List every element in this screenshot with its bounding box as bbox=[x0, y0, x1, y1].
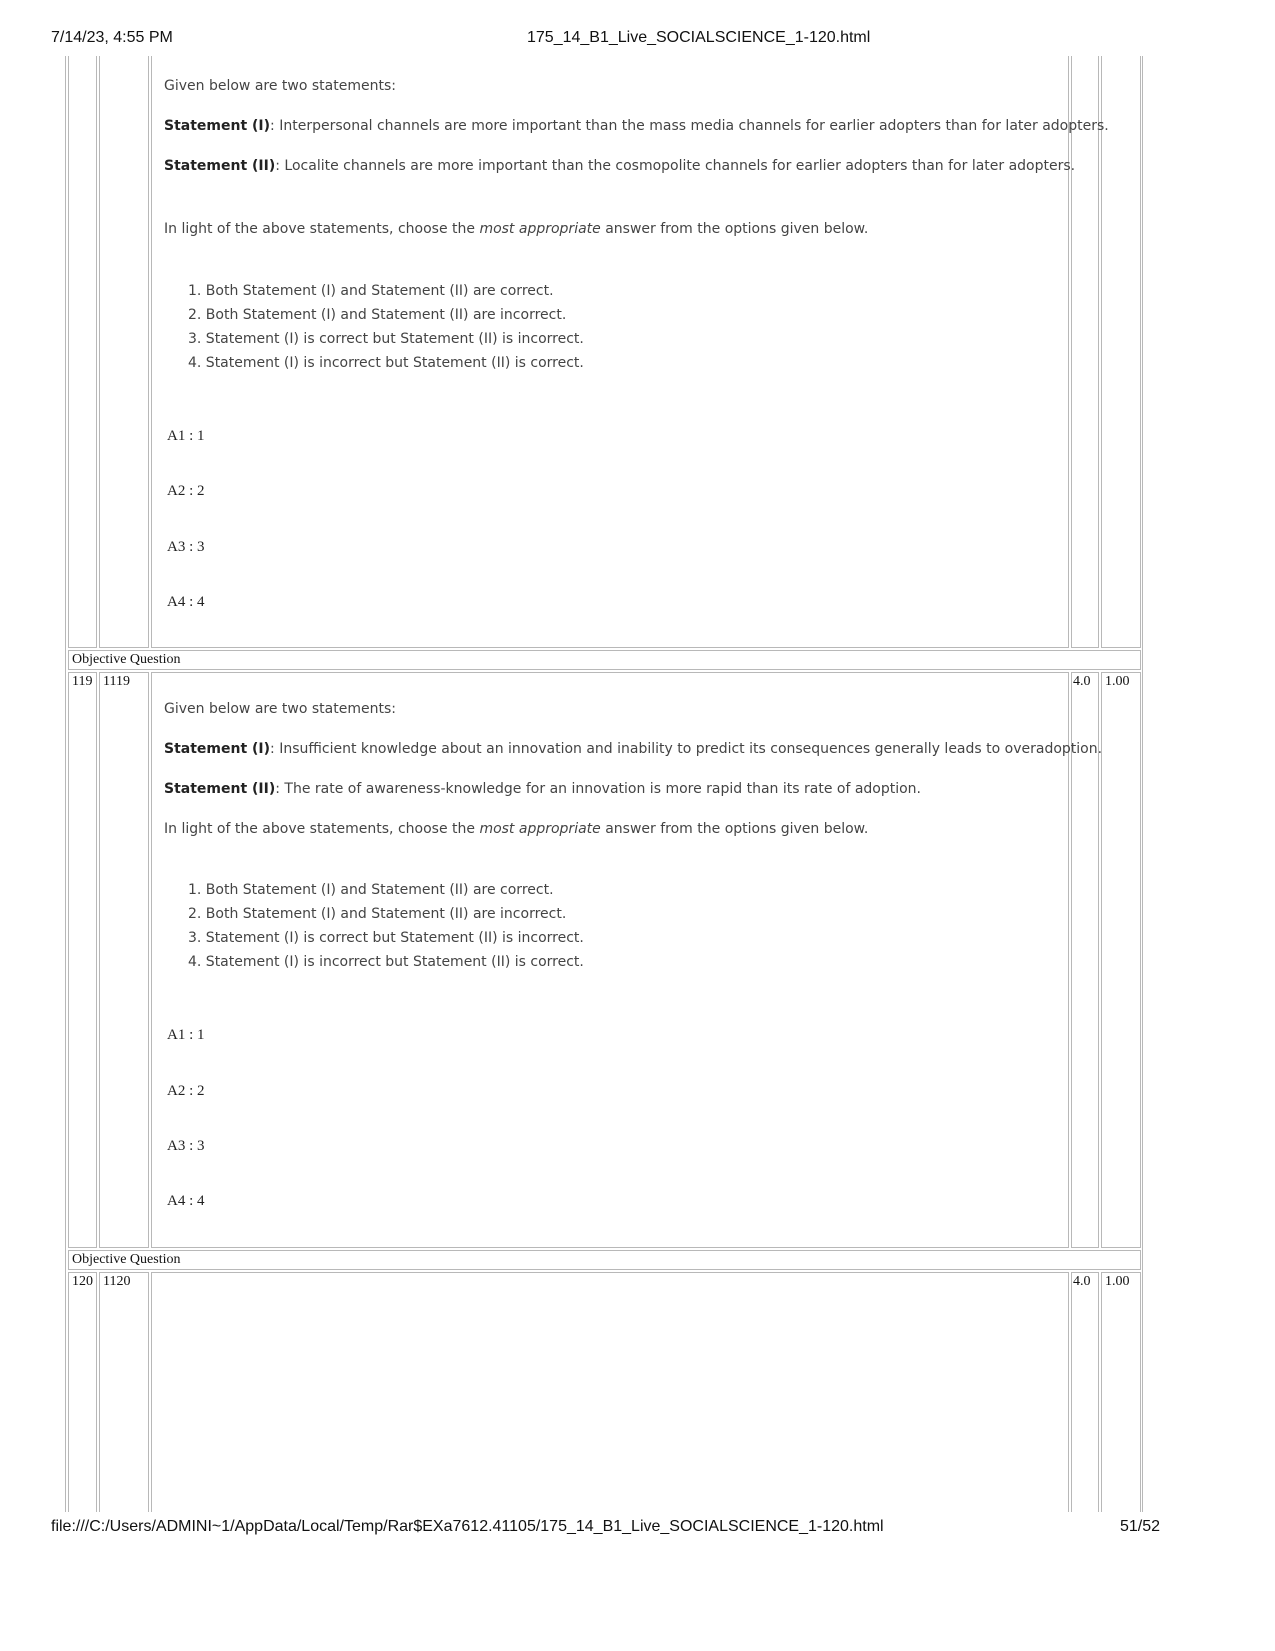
prompt bbox=[164, 217, 1110, 241]
t: most appropriate bbox=[479, 821, 601, 837]
question-118-text bbox=[164, 74, 1110, 241]
answer-1: A1 : 1 bbox=[167, 1027, 205, 1043]
negative-cell: 1.00 bbox=[1101, 1272, 1141, 1522]
option-2: 2. Both Statement (I) and Statement (II) are incorrect. bbox=[188, 307, 567, 323]
statement-1 bbox=[164, 114, 1110, 138]
section-label: Objective Question bbox=[68, 1250, 1141, 1270]
id-cell: 1119 bbox=[99, 672, 149, 1248]
option-3: 3. Statement (I) is correct but Statement (II) is incorrect. bbox=[188, 930, 584, 946]
marks-cell: 4.0 bbox=[1071, 672, 1099, 1248]
intro: Given below are two statements: bbox=[164, 78, 396, 94]
statement-1 bbox=[164, 737, 1110, 761]
sno-cell bbox=[68, 56, 97, 648]
answer-2: A2 : 2 bbox=[167, 483, 205, 499]
sno-cell: 119 bbox=[68, 672, 97, 1248]
text: : Interpersonal channels are more important than the mass media channels for earlier adopters than for later adopters. bbox=[270, 118, 1109, 134]
option-4: 4. Statement (I) is incorrect but Statement (II) is correct. bbox=[188, 954, 584, 970]
section-label: Objective Question bbox=[68, 650, 1141, 670]
print-file-path: file:///C:/Users/ADMINI~1/AppData/Local/Temp/Rar$EXa7612.41105/175_14_B1_Live_SOCIALSCIENCE_1-120.html bbox=[51, 1518, 884, 1535]
t: answer from the options given below. bbox=[600, 821, 869, 837]
t: In light of the above statements, choose the bbox=[164, 221, 480, 237]
option-4: 4. Statement (I) is incorrect but Statement (II) is correct. bbox=[188, 355, 584, 371]
answer-4: A4 : 4 bbox=[167, 594, 205, 610]
label: Statement (I) bbox=[164, 118, 271, 134]
t: In light of the above statements, choose the bbox=[164, 821, 480, 837]
option-2: 2. Both Statement (I) and Statement (II) are incorrect. bbox=[188, 906, 567, 922]
label: Statement (II) bbox=[164, 781, 276, 797]
text: : The rate of awareness-knowledge for an innovation is more rapid than its rate of adoption. bbox=[275, 781, 922, 797]
text: : Localite channels are more important than the cosmopolite channels for earlier adopters than for later adopters. bbox=[275, 158, 1076, 174]
option-1: 1. Both Statement (I) and Statement (II) are correct. bbox=[188, 882, 554, 898]
text: : Insufficient knowledge about an innovation and inability to predict its consequences generally leads to overadoption. bbox=[270, 741, 1103, 757]
id-cell bbox=[99, 56, 149, 648]
option-3: 3. Statement (I) is correct but Statement (II) is incorrect. bbox=[188, 331, 584, 347]
answer-1: A1 : 1 bbox=[167, 428, 205, 444]
answer-3: A3 : 3 bbox=[167, 539, 205, 555]
print-title: 175_14_B1_Live_SOCIALSCIENCE_1-120.html bbox=[527, 29, 871, 46]
statement-2 bbox=[164, 154, 1110, 178]
answer-3: A3 : 3 bbox=[167, 1138, 205, 1154]
print-datetime: 7/14/23, 4:55 PM bbox=[51, 29, 173, 46]
question-cell bbox=[151, 1272, 1069, 1522]
label: Statement (I) bbox=[164, 741, 271, 757]
print-page-number: 51/52 bbox=[1120, 1518, 1161, 1535]
t: most appropriate bbox=[479, 221, 601, 237]
negative-cell: 1.00 bbox=[1101, 672, 1141, 1248]
id-cell: 1120 bbox=[99, 1272, 149, 1522]
option-1: 1. Both Statement (I) and Statement (II) are correct. bbox=[188, 283, 554, 299]
answer-4: A4 : 4 bbox=[167, 1193, 205, 1209]
label: Statement (II) bbox=[164, 158, 276, 174]
question-119-text bbox=[164, 697, 1110, 841]
intro: Given below are two statements: bbox=[164, 701, 396, 717]
marks-cell: 4.0 bbox=[1071, 1272, 1099, 1522]
t: answer from the options given below. bbox=[600, 221, 869, 237]
answer-2: A2 : 2 bbox=[167, 1083, 205, 1099]
sno-cell: 120 bbox=[68, 1272, 97, 1522]
prompt bbox=[164, 817, 1110, 841]
statement-2 bbox=[164, 777, 1110, 801]
